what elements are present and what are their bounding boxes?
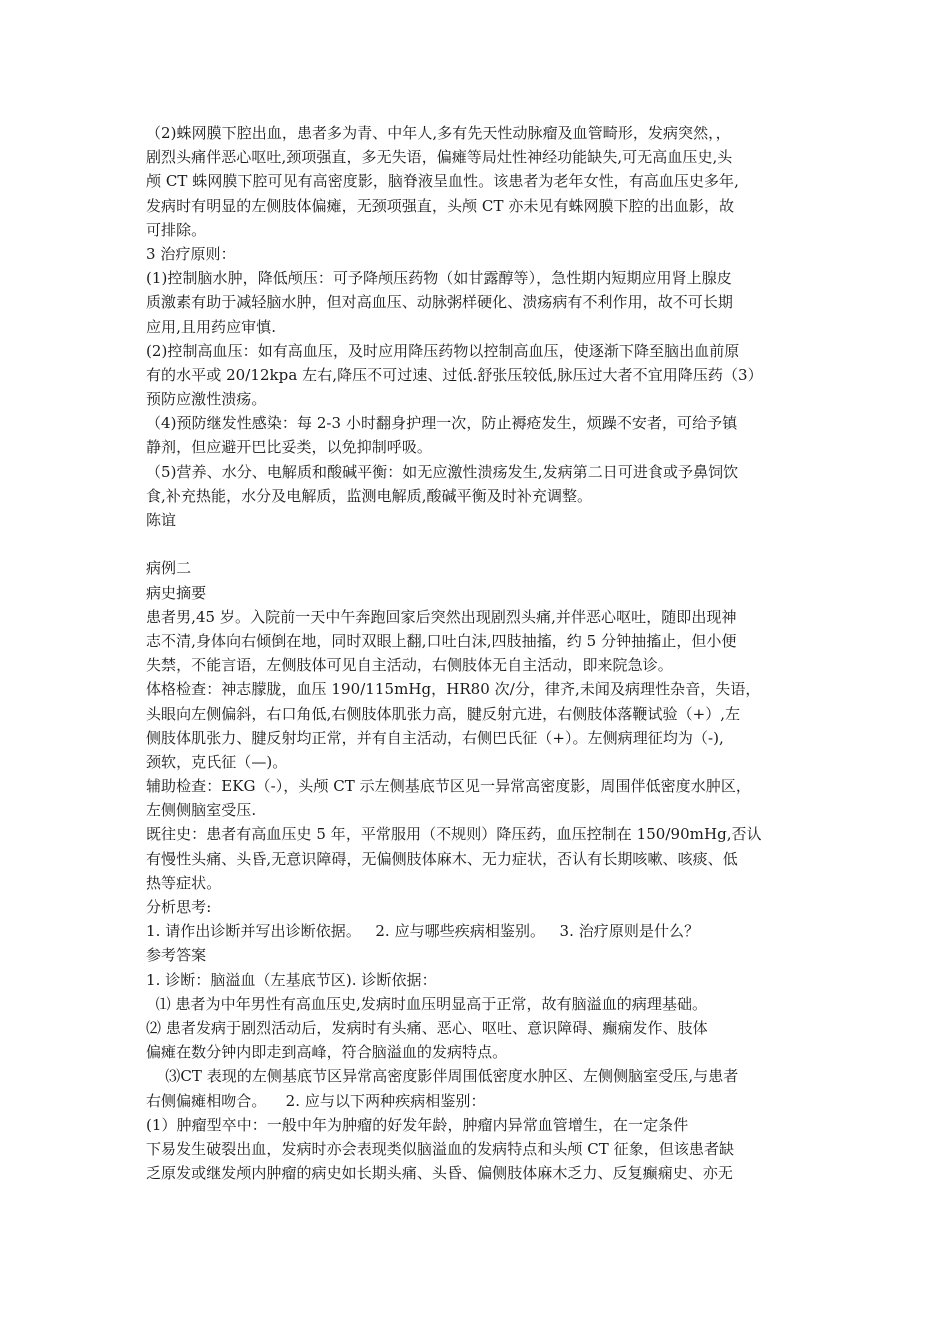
blank-line [146,532,818,556]
text-line: (1）肿瘤型卒中：一般中年为肿瘤的好发年龄，肿瘤内异常血管增生，在一定条件 [146,1115,689,1134]
text-line: 志不清,身体向右倾倒在地，同时双眼上翻,口吐白沫,四肢抽搐，约 5 分钟抽搐止，但小便 [146,631,737,650]
text-line: 体格检查：神志朦胧，血压 190/115mHg，HR80 次/分，律齐,未闻及病理性杂音，失语， [146,680,761,699]
text-line: 头眼向左侧偏斜，右口角低,右侧肢体肌张力高，腱反射亢进，右侧肢体落鞭试验（+）,左 [146,704,741,723]
text-line: 乏原发或继发颅内肿瘤的病史如长期头痛、头昏、偏侧肢体麻木乏力、反复癫痫史、亦无 [146,1164,733,1183]
text-line: 有的水平或 20/12kpa 左右,降压不可过速、过低.舒张压较低,脉压过大者不宜用降压药（3） [146,365,763,384]
section-heading: 病史摘要 [146,583,207,602]
section-heading: 参考答案 [146,946,207,965]
text-line: 剧烈头痛伴恶心呕吐,颈项强直，多无失语，偏瘫等局灶性神经功能缺失,可无高血压史,头 [146,148,733,167]
text-line: 可排除。 [146,220,207,239]
text-line: ⑴ 患者为中年男性有高血压史,发病时血压明显高于正常，故有脑溢血的病理基础。 [146,994,708,1013]
text-line: (2)控制高血压：如有高血压，及时应用降压药物以控制高血压，使逐渐下降至脑出血前原 [146,341,740,360]
text-line: 热等症状。 [146,873,222,892]
text-line: (1)控制脑水肿，降低颅压：可予降颅压药物（如甘露醇等），急性期内短期应用肾上腺皮 [146,269,732,288]
text-line: ⑵ 患者发病于剧烈活动后，发病时有头痛、恶心、呕吐、意识障碍、癫痫发作、肢体 [146,1018,708,1037]
text-line: 发病时有明显的左侧肢体偏瘫，无颈项强直，头颅 CT 亦未见有蛛网膜下腔的出血影，故 [146,196,735,215]
text-line: 1. 诊断：脑溢血（左基底节区). 诊断依据： [146,970,437,989]
case-title: 病例二 [146,559,192,578]
text-line: 失禁，不能言语，左侧肢体可见自主活动，右侧肢体无自主活动，即来院急诊。 [146,656,673,675]
text-line: 左侧侧脑室受压. [146,801,257,820]
author-name: 陈谊 [146,511,177,529]
text-line: 有慢性头痛、头昏,无意识障碍，无偏侧肢体麻木、无力症状，否认有长期咳嗽、咳痰、低 [146,849,738,868]
text-line: 右侧偏瘫相吻合。 2. 应与以下两种疾病相鉴别： [146,1091,486,1110]
document-body [146,121,818,1185]
text-line: 侧肢体肌张力、腱反射均正常，并有自主活动，右侧巴氏征（+）。左侧病理征均为（-), [146,728,724,747]
text-line: 预防应激性溃疡。 [146,390,267,409]
text-line: （5)营养、水分、电解质和酸碱平衡：如无应激性溃疡发生,发病第二日可进食或予鼻饲饮 [146,462,739,481]
text-line: 辅助检查：EKG（-），头颅 CT 示左侧基底节区见一异常高密度影，周围伴低密度水肿区， [146,777,751,796]
text-line: （4)预防继发性感染：每 2-3 小时翻身护理一次，防止褥疮发生，烦躁不安者，可给予镇 [146,414,738,433]
text-line: 患者男,45 岁。入院前一天中午奔跑回家后突然出现剧烈头痛,并伴恶心呕吐，随即出现神 [146,607,737,626]
section-heading: 3 治疗原则： [146,244,236,263]
text-line: 偏瘫在数分钟内即走到高峰，符合脑溢血的发病特点。 [146,1043,508,1062]
text-line: 静剂，但应避开巴比妥类，以免抑制呼吸。 [146,438,432,457]
text-line: 应用,且用药应审慎. [146,317,277,336]
text-line: 食,补充热能，水分及电解质，监测电解质,酸碱平衡及时补充调整。 [146,486,593,505]
section-heading: 分析思考: [146,898,212,916]
text-line: （2)蛛网膜下腔出血，患者多为青、中年人,多有先天性动脉瘤及血管畸形，发病突然，， [146,124,731,142]
text-line: 下易发生破裂出血，发病时亦会表现类似脑溢血的发病特点和头颅 CT 征象，但该患者缺 [146,1139,735,1158]
text-line: 颈软，克氏征（—)。 [146,752,288,771]
question-line: 1. 请作出诊断并写出诊断依据。 2. 应与哪些疾病相鉴别。 3. 治疗原则是什么？ [146,922,700,941]
text-line: 颅 CT 蛛网膜下腔可见有高密度影，脑脊液呈血性。该患者为老年女性，有高血压史多年, [146,172,739,191]
text-line: 质激素有助于减轻脑水肿，但对高血压、动脉粥样硬化、溃疡病有不利作用，故不可长期 [146,293,733,312]
text-line: 既往史：患者有高血压史 5 年，平常服用（不规则）降压药，血压控制在 150/90mHg,否认 [146,825,762,844]
text-line: ⑶CT 表现的左侧基底节区异常高密度影伴周围低密度水肿区、左侧侧脑室受压,与患者 [146,1067,739,1086]
